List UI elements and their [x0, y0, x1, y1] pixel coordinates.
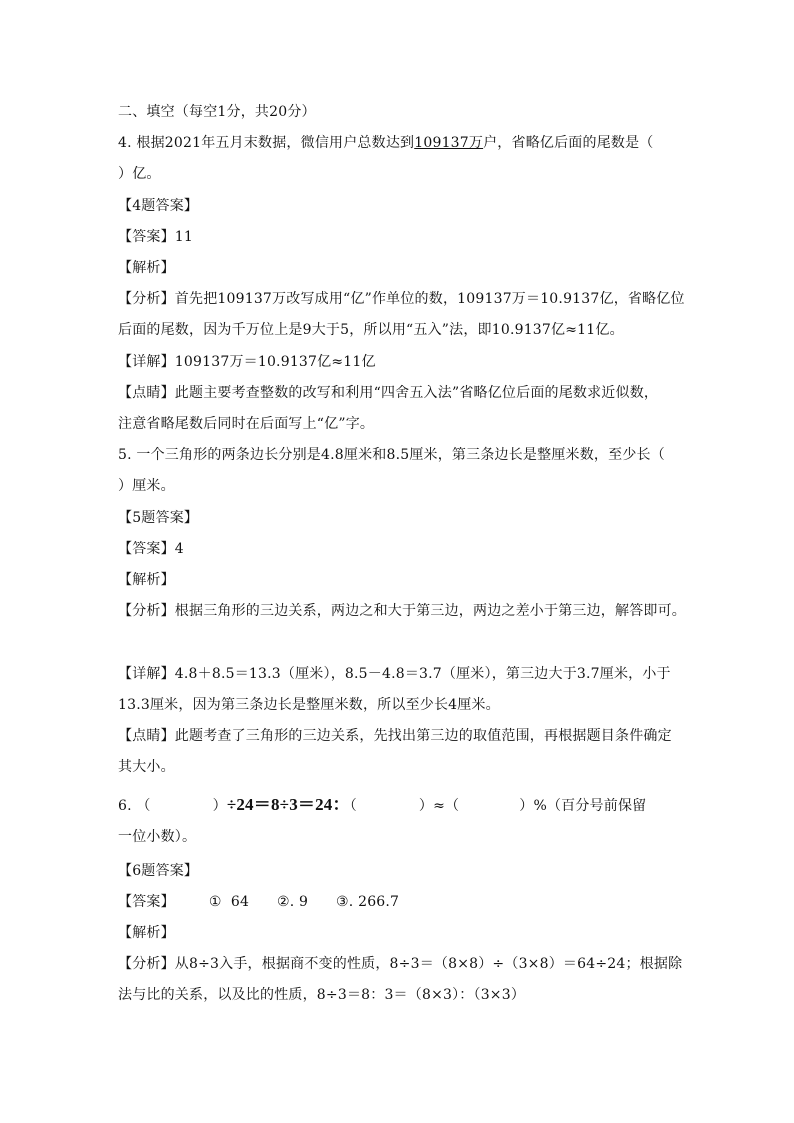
q6-analysis-line1: 【分析】从8÷3入手，根据商不变的性质，8÷3＝（8×8）÷（3×8）＝64÷24；根据除	[118, 956, 683, 972]
q4-answer: 【答案】11	[118, 229, 194, 245]
q6-number: 6.	[118, 798, 132, 814]
q4-answer-heading: 【4题答案】	[118, 198, 199, 214]
q5-question-line1: 5. 一个三角形的两条边长分别是4.8厘米和8.5厘米，第三条边长是整厘米数，至少长（	[118, 447, 665, 463]
q5-detail-line2: 13.3厘米，因为第三条边长是整厘米数，所以至少长4厘米。	[118, 697, 500, 713]
q6-answer	[118, 892, 399, 912]
q4-detail: 【详解】109137万＝10.9137亿≈11亿	[118, 354, 376, 370]
q6-formula: ÷24＝8÷3＝24：	[226, 795, 350, 814]
q4-text: 4. 根据2021年五月末数据，微信用户总数达到	[118, 135, 415, 151]
q6-question-line2: 一位小数）。	[118, 829, 197, 845]
q4-underlined-number: 109137万	[414, 135, 484, 151]
section-title: 二、填空（每空1分，共20分）	[118, 104, 316, 120]
q4-comment-line1: 【点睛】此题主要考查整数的改写和利用“四舍五入法”省略亿位后面的尾数求近似数，	[118, 385, 659, 401]
q6-question-line1	[118, 795, 646, 816]
q6-analysis-line2: 法与比的关系，以及比的性质，8÷3＝8：3＝（8×3）：（3×3）	[118, 987, 526, 1003]
q5-analysis-heading: 【解析】	[118, 572, 175, 588]
q5-question-line2: ）厘米。	[118, 478, 175, 494]
q6-blank1-open: （	[136, 798, 151, 814]
q6-blank2-open: （	[349, 798, 357, 814]
q5-analysis: 【分析】根据三角形的三边关系，两边之和大于第三边，两边之差小于第三边，解答即可。	[118, 603, 686, 619]
q6-answer-heading: 【6题答案】	[118, 863, 199, 879]
q6-blank3-close: ）%（百分号前保留	[519, 798, 647, 814]
q5-answer: 【答案】4	[118, 541, 184, 557]
q4-text-post: 户，省略亿后面的尾数是（	[483, 135, 654, 151]
q5-comment-line2: 其大小。	[118, 759, 175, 775]
q6-answer-values: ① 64 ②. 9 ③. 266.7	[208, 894, 400, 910]
q5-detail-line1: 【详解】4.8＋8.5＝13.3（厘米），8.5－4.8＝3.7（厘米），第三边大于3.7厘米，小于	[118, 666, 671, 682]
q4-question-line2: ）亿。	[118, 166, 161, 182]
q4-analysis-line1: 【分析】首先把109137万改写成用“亿”作单位的数，109137万＝10.9137亿，省略亿位	[118, 291, 685, 307]
q4-analysis-line2: 后面的尾数，因为千万位上是9大于5，所以用“五入”法，即10.9137亿≈11亿。	[118, 322, 624, 338]
q6-answer-label: 【答案】	[118, 894, 175, 910]
q5-answer-heading: 【5题答案】	[118, 510, 199, 526]
q4-question-line1	[118, 133, 654, 153]
q5-comment-line1: 【点睛】此题考查了三角形的三边关系，先找出第三边的取值范围，再根据题目条件确定	[118, 728, 672, 744]
q4-analysis-heading: 【解析】	[118, 260, 175, 276]
q6-blank1-close: ）	[212, 798, 227, 814]
q6-blank2-close: ）≈（	[418, 798, 460, 814]
q6-analysis-heading: 【解析】	[118, 925, 175, 941]
q4-comment-line2: 注意省略尾数后同时在后面写上“亿”字。	[118, 416, 375, 432]
